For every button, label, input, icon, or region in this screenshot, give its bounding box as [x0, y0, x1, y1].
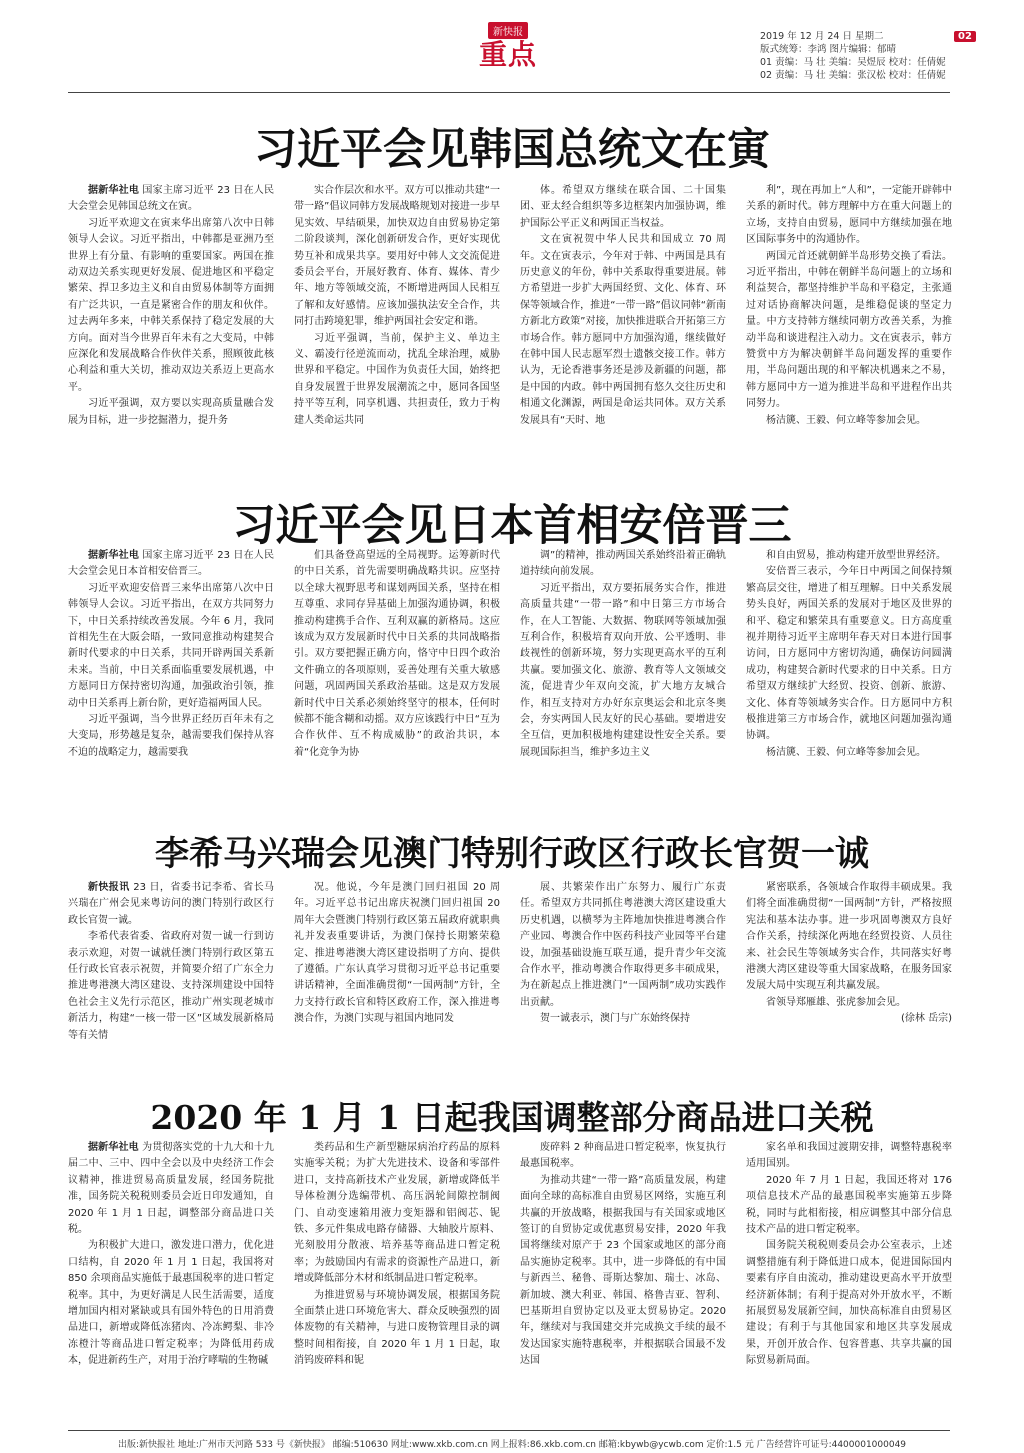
paragraph: 和自由贸易，推动构建开放型世界经济。	[766, 550, 946, 561]
credit-line: 01 责编：马 壮 美编：吴煜辰 校对：任倩妮	[760, 57, 946, 68]
paragraph: 体。希望双方继续在联合国、二十国集团、亚太经合组织等多边框架内加强协调，维护国际公平正义和两国正当权益。	[520, 185, 726, 229]
article-body	[68, 1140, 952, 1420]
paragraph: 省领导郑雁雄、张虎参加会见。	[766, 996, 906, 1008]
paragraph: 调”的精神，推动两国关系始终沿着正确轨道持续向前发展。	[520, 550, 726, 578]
paragraph: 习近平欢迎安倍晋三来华出席第八次中日韩领导人会议。习近平指出，在双方共同努力下，中日关系持续改善发展。今年 6 月，我同首相先生在大阪会晤，一致同意推动构建契合新时代要求的中日关系，共同开辟两国关系新未来。当前，中日关系面临重要发展机遇，中方愿同日方保持密切沟通，加强政治引领，推动中日关系再上新台阶，更好造福两国人民。	[68, 582, 274, 709]
article-column	[68, 548, 274, 780]
dateline: 据新华社电	[88, 550, 140, 561]
paragraph: 们具备登高望远的全局视野。运筹新时代的中日关系，首先需要明确战略共识。应坚持以全球大视野思考和谋划两国关系，坚持在相互尊重、求同存异基础上加强沟通协调，积极推动构建携手合作、互利双赢的新格局。这应该成为双方发展新时代中日关系的共同战略指引。双方要把握正确方向，恪守中日四个政治文件确立的各项原则，妥善处理有关重大敏感问题，巩固两国关系政治基础。这是双方发展新时代中日关系必须始终坚守的根本，任何时候都不能含糊和动摇。双方应该践行中日“互为合作伙伴、互不构成威胁”的政治共识，本着“化竞争为协	[294, 550, 500, 758]
dateline: 据新华社电	[88, 1142, 139, 1153]
article-headline: 习近平会见日本首相安倍晋三	[232, 501, 792, 551]
article-column	[746, 183, 952, 453]
paragraph: 两国元首还就朝鲜半岛形势交换了看法。习近平指出，中韩在朝鲜半岛问题上的立场和利益契合，都坚持维护半岛和平稳定，主张通过对话协商解决问题，是维稳促谈的坚定力量。中方支持韩方继续同朝方改善关系，为推动半岛和谈进程注入动力。文在寅表示，韩方赞赏中方为解决朝鲜半岛问题发挥的重要作用，半岛问题出现的和平解决机遇来之不易，韩方愿同中方一道为推进半岛和平进程作出共同努力。	[746, 250, 952, 410]
paragraph: 新快报讯 23 日，省委书记李希、省长马兴瑞在广州会见来粤访问的澳门特别行政区行政长官贺一诚。	[68, 882, 274, 926]
article-column	[520, 183, 726, 453]
article-headline: 习近平会见韩国总统文在寅	[254, 125, 770, 175]
page-number-badge: 02	[954, 31, 976, 42]
paragraph: 2020 年 7 月 1 日起，我国还将对 176 项信息技术产品的最惠国税率实施第五步降税，同时与此相衔接，相应调整其中部分信息技术产品的进口暂定税率。	[746, 1174, 952, 1236]
paragraph: 习近平欢迎文在寅来华出席第八次中日韩领导人会议。习近平指出，中韩都是亚洲乃至世界上有分量、有影响的重要国家。两国在推动双边关系实现更好发展、促进地区和平稳定繁荣、捍卫多边主义和自由贸易体制等方面拥有广泛共识，一直是紧密合作的朋友和伙伴。过去两年多来，中韩关系保持了稳定发展的大方向。面对当今世界百年未有之大变局，中韩应深化和发展战略合作伙伴关系，照顾彼此核心利益和重大关切，推动双边关系迈上更高水平。	[68, 217, 274, 393]
article-column	[294, 548, 500, 780]
article-column	[746, 1140, 952, 1420]
paragraph: 利”，现在再加上“人和”，一定能开辟韩中关系的新时代。韩方理解中方在重大问题上的立场，支持自由贸易，愿同中方继续加强在地区国际事务中的沟通协作。	[746, 185, 952, 246]
paragraph: 杨洁篪、王毅、何立峰等参加会见。	[766, 746, 926, 758]
dateline: 新快报讯	[88, 882, 130, 893]
paragraph: 安倍晋三表示，今年日中两国之间保持频繁高层交往，增进了相互理解。日中关系发展势头良好，两国关系的发展对于地区及世界的和平、稳定和繁荣具有重要意义。日方高度重视并期待习近平主席明年春天对日本进行国事访问，日方愿同中方密切沟通，确保访问圆满成功，构建契合新时代要求的日中关系。日方希望双方继续扩大经贸、投资、创新、旅游、文化、体育等领域务实合作。日方愿同中方积极推进第三方市场合作，就地区问题加强沟通协调。	[746, 566, 952, 742]
paragraph: 废碎料 2 种商品进口暂定税率，恢复执行最惠国税率。	[520, 1142, 726, 1170]
article-column	[746, 548, 952, 780]
brand-tag: 新快报	[488, 22, 528, 39]
article-column	[520, 1140, 726, 1420]
section-masthead	[472, 20, 544, 71]
paragraph: 习近平强调，双方要以实现高质量融合发展为目标，进一步挖掘潜力，提升务	[68, 398, 274, 426]
paragraph: 况。他说，今年是澳门回归祖国 20 周年。习近平总书记出席庆祝澳门回归祖国 20 周年大会暨澳门特别行政区第五届政府就职典礼并发表重要讲话，为澳门保持长期繁荣稳定、推进粤港澳大湾区建设指明了方向、提供了遵循。广东认真学习贯彻习近平总书记重要讲话精神，全面准确贯彻“一国两制”方针，全力支持行政长官和特区政府工作，深入推进粤澳合作，为澳门实现与祖国内地同发	[294, 882, 500, 1025]
paragraph: 实合作层次和水平。双方可以推动共建“一带一路”倡议同韩方发展战略规划对接进一步早见实效、早结硕果，加快双边自由贸易协定第二阶段谈判，深化创新研发合作，更好实现优势互补和成果共享。要用好中韩人文交流促进委员会平台，开展好教育、体育、媒体、青少年、地方等领域交流，不断增进两国人民相互了解和友好感情。应该加强执法安全合作，共同打击跨境犯罪，维护两国社会安定和谐。	[294, 185, 500, 328]
paragraph: 杨洁篪、王毅、何立峰等参加会见。	[766, 414, 926, 426]
article-column	[294, 183, 500, 453]
paragraph: 李希代表省委、省政府对贺一诚一行到访表示欢迎，对贺一诚就任澳门特别行政区第五任行政长官表示祝贺，并简要介绍了广东全力推进粤港澳大湾区建设、支持深圳建设中国特色社会主义先行示范区，推动广州实现老城市新活力，构建“一核一带一区”区域发展新格局等有关情	[68, 931, 274, 1041]
footer-info: 出版:新快报社 地址:广州市天河路 533 号《新快报》 邮编:510630 网址:www.xkb.com.cn 网上报料:86.xkb.com.cn 邮箱:kbywb@ycwb.com 定价:1.5 元 广告经营许可证号:4400001000049	[118, 1440, 907, 1450]
paragraph: 为推动共建“一带一路”高质量发展，构建面向全球的高标准自由贸易区网络，实施互利共赢的开放战略，根据我国与有关国家或地区签订的自贸协定或优惠贸易安排，2020 年我国将继续对原产于 23 个国家或地区的部分商品实施协定税率。其中，进一步降低的有中国与新西兰、秘鲁、哥斯达黎加、瑞士、冰岛、新加坡、澳大利亚、韩国、格鲁吉亚、智利、巴基斯坦自贸协定以及亚太贸易协定。2020 年，继续对与我国建交并完成换文手续的最不发达国家实施特惠税率，并根据联合国最不发达国	[520, 1174, 726, 1367]
article-headline: 李希马兴瑞会见澳门特别行政区行政长官贺一诚	[155, 834, 869, 874]
article-column	[68, 183, 274, 453]
credit-line: 版式统筹：李鸿 图片编辑：郁晴	[760, 44, 897, 55]
paragraph: 展、共繁荣作出广东努力、履行广东责任。希望双方共同抓住粤港澳大湾区建设重大历史机遇，以横琴为主阵地加快推进粤澳合作产业园、粤澳合作中医药科技产业园等平台建设，加强基础设施互联互通，提升青少年交流合作水平，推动粤澳合作取得更多丰硕成果，为在新起点上推进澳门“一国两制”成功实践作出贡献。	[520, 882, 726, 1008]
dateline: 据新华社电	[88, 185, 140, 196]
article-body	[68, 880, 952, 1048]
paragraph: 类药品和生产新型糖尿病治疗药品的原料实施零关税；为扩大先进技术、设备和零部件进口，支持高新技术产业发展，新增或降低半导体检测分选编带机、高压涡轮间隙控制阀门、自动变速箱用液力变矩器和铝阀芯、铌铁、多元件集成电路存储器、大轴胶片原料、光刻胶用分散液、培养基等商品进口暂定税率；为鼓励国内有需求的资源性产品进口，新增或降低部分木材和纸制品进口暂定税率。	[294, 1142, 500, 1285]
paragraph: 据新华社电 国家主席习近平 23 日在人民大会堂会见韩国总统文在寅。	[68, 185, 274, 213]
paragraph: 为积极扩大进口，激发进口潜力，优化进口结构，自 2020 年 1 月 1 日起，我国将对 850 余项商品实施低于最惠国税率的进口暂定税率。其中，为更好满足人民生活需要，适度增加国内相对紧缺或具有国外特色的日用消费品进口，新增或降低冻猪肉、冷冻鳄梨、非冷冻橙汁等商品进口暂定税率；为降低用药成本，促进新药生产，对用于治疗哮喘的生物碱	[68, 1240, 274, 1367]
article-column	[294, 1140, 500, 1420]
paragraph: 习近平强调，当今世界正经历百年未有之大变局，形势越是复杂，越需要我们保持从容不迫的战略定力，越需要我	[68, 714, 274, 758]
article-column	[68, 1140, 274, 1420]
article-body	[68, 548, 952, 780]
article-headline: 2020 年 1 月 1 日起我国调整部分商品进口关税	[150, 1098, 874, 1137]
header-divider	[68, 92, 950, 93]
article-column	[520, 548, 726, 780]
paragraph: 为推进贸易与环境协调发展，根据国务院全面禁止进口环境危害大、群众反映强烈的固体废物的有关精神，与进口废物管理目录的调整时间相衔接，自 2020 年 1 月 1 日起，取消钨废碎料和铌	[294, 1289, 500, 1367]
paragraph: 习近平强调，当前，保护主义、单边主义、霸凌行径逆流而动，扰乱全球治理，威胁世界和平稳定。中国作为负责任大国，始终把自身发展置于世界发展潮流之中，愿同各国坚持平等互利，同享机遇、共担责任，致力于构建人类命运共同	[294, 332, 500, 426]
article-body	[68, 183, 952, 453]
footer-divider	[68, 1430, 950, 1431]
paragraph: 国务院关税税则委员会办公室表示，上述调整措施有利于降低进口成本，促进国际国内要素有序自由流动，推动建设更高水平开放型经济新体制；有利于提高对外开放水平，不断拓展贸易发展新空间，加快高标准自由贸易区建设；有利于与其他国家和地区共享发展成果，开创开放合作、包容普惠、共享共赢的国际贸易新局面。	[746, 1240, 952, 1367]
article-column	[520, 880, 726, 1048]
paragraph: 据新华社电 为贯彻落实党的十九大和十九届二中、三中、四中全会以及中央经济工作会议精神，推进贸易高质量发展，经国务院批准，国务院关税税则委员会近日印发通知，自 2020 年 1 月 1 日起，调整部分商品进口关税。	[68, 1142, 274, 1236]
paragraph: (徐林 岳宗)	[901, 1013, 952, 1025]
article-column	[746, 880, 952, 1048]
issue-date: 2019 年 12 月 24 日 星期二	[760, 31, 884, 42]
article-column	[294, 880, 500, 1048]
credit-line: 02 责编：马 壮 美编：张汉松 校对：任倩妮	[760, 70, 946, 81]
article-column	[68, 880, 274, 1048]
paragraph: 紧密联系，各领域合作取得丰硕成果。我们将全面准确贯彻“一国两制”方针，严格按照宪法和基本法办事。进一步巩固粤澳双方良好合作关系，持续深化两地在经贸投资、人员往来、社会民生等领域务实合作，共同落实好粤港澳大湾区建设等重大国家战略，在服务国家发展大局中实现互利共赢发展。	[746, 882, 952, 992]
section-title: 重点	[478, 38, 537, 71]
paragraph: 习近平指出，双方要拓展务实合作，推进高质量共建“一带一路”和中日第三方市场合作，在人工智能、大数据、物联网等领域加强互利合作，积极培育双向开放、公平透明、非歧视性的创新环境，努力实现更高水平的互利共赢。要加强文化、旅游、教育等人文领域交流，促进青少年双向交流，扩大地方友城合作，相互支持对方办好东京奥运会和北京冬奥会，夯实两国人民友好的民心基础。要增进安全互信，更加积极地构建建设性安全关系。要展现国际担当，维护多边主义	[520, 582, 726, 758]
paragraph: 贺一诚表示，澳门与广东始终保持	[540, 1013, 690, 1025]
paragraph: 家名单和我国过渡期安排，调整特惠税率适用国别。	[746, 1142, 952, 1170]
issue-meta	[760, 30, 950, 82]
paragraph: 据新华社电 国家主席习近平 23 日在人民大会堂会见日本首相安倍晋三。	[68, 550, 274, 578]
paragraph: 文在寅祝贺中华人民共和国成立 70 周年。文在寅表示，今年对于韩、中两国是具有历史意义的年份，韩中关系取得重要进展。韩方希望进一步扩大两国经贸、文化、体育、环保等领域合作，推进“一带一路”倡议同韩“新南方新北方政策”对接，加快推进联合开拓第三方市场合作。韩方愿同中方加强沟通，继续做好在韩中国人民志愿军烈士遗骸交接工作。韩方认为，无论香港事务还是涉及新疆的问题，都是中国的内政。韩中两国拥有悠久交往历史和相通文化渊源，两国是命运共同体。双方关系发展具有“天时、地	[520, 234, 726, 426]
